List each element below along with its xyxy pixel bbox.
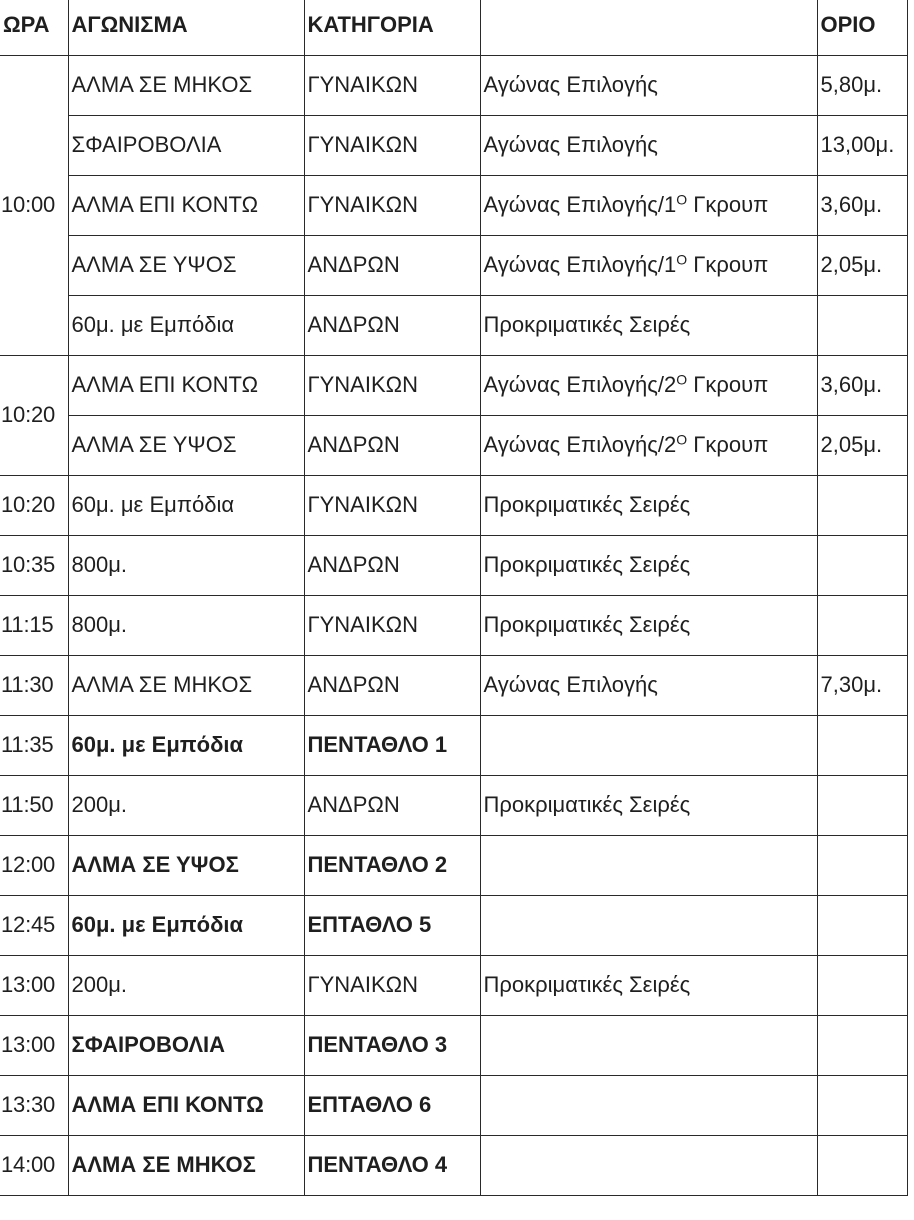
table-row [0, 835, 907, 895]
cell-note [480, 475, 817, 535]
cell-event: ΑΛΜΑ ΣΕ ΜΗΚΟΣ [68, 55, 304, 115]
cell-note [480, 175, 817, 235]
cell-limit [817, 1075, 907, 1135]
table-row [0, 655, 907, 715]
note-text: Αγώνας Επιλογής/1 [483, 191, 677, 217]
cell-category: ΠΕΝΤΑΘΛΟ 4 [304, 1135, 480, 1195]
cell-event: ΑΛΜΑ ΣΕ ΜΗΚΟΣ [68, 1135, 304, 1195]
cell-category: ΠΕΝΤΑΘΛΟ 2 [304, 835, 480, 895]
cell-note [480, 775, 817, 835]
cell-time: 11:30 [0, 655, 68, 715]
cell-category: ΓΥΝΑΙΚΩΝ [304, 115, 480, 175]
table-row [0, 235, 907, 295]
cell-category: ΓΥΝΑΙΚΩΝ [304, 55, 480, 115]
cell-category: ΠΕΝΤΑΘΛΟ 1 [304, 715, 480, 775]
note-text: Προκριματικές Σειρές [483, 791, 691, 817]
cell-time: 10:35 [0, 535, 68, 595]
table-row [0, 895, 907, 955]
cell-time: 12:00 [0, 835, 68, 895]
cell-category: ΑΝΔΡΩΝ [304, 295, 480, 355]
cell-time: 13:30 [0, 1075, 68, 1135]
cell-category: ΑΝΔΡΩΝ [304, 775, 480, 835]
note-text: Προκριματικές Σειρές [483, 971, 691, 997]
cell-time: 11:15 [0, 595, 68, 655]
header-limit: ΟΡΙΟ [817, 0, 907, 55]
table-row [0, 475, 907, 535]
cell-note [480, 1075, 817, 1135]
cell-event: 60μ. με Εμπόδια [68, 295, 304, 355]
table-row [0, 115, 907, 175]
cell-note [480, 55, 817, 115]
note-superscript: Ο [676, 250, 688, 267]
note-superscript: Ο [676, 430, 688, 447]
note-group: Γκρουπ [687, 431, 769, 457]
cell-limit [817, 535, 907, 595]
header-category: ΚΑΤΗΓΟΡΙΑ [304, 0, 480, 55]
table-header-row [0, 0, 907, 55]
cell-event: 200μ. [68, 775, 304, 835]
cell-event: ΑΛΜΑ ΣΕ ΥΨΟΣ [68, 415, 304, 475]
cell-event: ΑΛΜΑ ΕΠΙ ΚΟΝΤΩ [68, 1075, 304, 1135]
cell-time: 12:45 [0, 895, 68, 955]
table-row [0, 775, 907, 835]
cell-event: 800μ. [68, 535, 304, 595]
cell-note [480, 235, 817, 295]
note-superscript: Ο [676, 190, 688, 207]
note-superscript: Ο [676, 370, 688, 387]
note-text: Αγώνας Επιλογής [483, 131, 658, 157]
cell-time: 14:00 [0, 1135, 68, 1195]
cell-event: ΣΦΑΙΡΟΒΟΛΙΑ [68, 115, 304, 175]
cell-category: ΕΠΤΑΘΛΟ 5 [304, 895, 480, 955]
table-row [0, 355, 907, 415]
cell-time: 13:00 [0, 1015, 68, 1075]
cell-limit: 3,60μ. [817, 355, 907, 415]
cell-category: ΓΥΝΑΙΚΩΝ [304, 175, 480, 235]
cell-note [480, 415, 817, 475]
cell-limit: 7,30μ. [817, 655, 907, 715]
cell-note [480, 1135, 817, 1195]
note-text: Αγώνας Επιλογής/1 [483, 251, 677, 277]
table-row [0, 595, 907, 655]
note-text: Αγώνας Επιλογής/2 [483, 431, 677, 457]
cell-category: ΑΝΔΡΩΝ [304, 655, 480, 715]
cell-limit [817, 295, 907, 355]
cell-event: ΑΛΜΑ ΣΕ ΥΨΟΣ [68, 835, 304, 895]
cell-event: ΑΛΜΑ ΣΕ ΜΗΚΟΣ [68, 655, 304, 715]
cell-event: 60μ. με Εμπόδια [68, 715, 304, 775]
cell-limit [817, 595, 907, 655]
cell-event: ΑΛΜΑ ΕΠΙ ΚΟΝΤΩ [68, 355, 304, 415]
cell-category: ΑΝΔΡΩΝ [304, 415, 480, 475]
cell-time: 10:00 [0, 55, 68, 355]
cell-note [480, 1015, 817, 1075]
cell-time: 11:35 [0, 715, 68, 775]
table-row [0, 175, 907, 235]
cell-time: 13:00 [0, 955, 68, 1015]
cell-note [480, 715, 817, 775]
note-text: Προκριματικές Σειρές [483, 611, 691, 637]
note-group: Γκρουπ [687, 371, 769, 397]
cell-limit [817, 1135, 907, 1195]
cell-category: ΓΥΝΑΙΚΩΝ [304, 355, 480, 415]
cell-event: ΣΦΑΙΡΟΒΟΛΙΑ [68, 1015, 304, 1075]
cell-event: 800μ. [68, 595, 304, 655]
cell-limit [817, 775, 907, 835]
cell-note [480, 535, 817, 595]
note-text: Αγώνας Επιλογής/2 [483, 371, 677, 397]
cell-limit [817, 835, 907, 895]
table-row [0, 1135, 907, 1195]
cell-limit [817, 475, 907, 535]
cell-category: ΕΠΤΑΘΛΟ 6 [304, 1075, 480, 1135]
note-text: Προκριματικές Σειρές [483, 491, 691, 517]
cell-time: 10:20 [0, 355, 68, 475]
cell-note [480, 115, 817, 175]
cell-event: ΑΛΜΑ ΕΠΙ ΚΟΝΤΩ [68, 175, 304, 235]
cell-note [480, 355, 817, 415]
note-text: Αγώνας Επιλογής [483, 71, 658, 97]
cell-limit [817, 1015, 907, 1075]
table-row [0, 1075, 907, 1135]
cell-note [480, 835, 817, 895]
cell-limit [817, 715, 907, 775]
cell-limit: 5,80μ. [817, 55, 907, 115]
header-note [480, 0, 817, 55]
note-group: Γκρουπ [687, 251, 769, 277]
cell-limit: 2,05μ. [817, 235, 907, 295]
table-row [0, 415, 907, 475]
table-row [0, 1015, 907, 1075]
cell-note [480, 895, 817, 955]
cell-limit: 13,00μ. [817, 115, 907, 175]
note-text: Προκριματικές Σειρές [483, 551, 691, 577]
table-row [0, 955, 907, 1015]
table-row [0, 715, 907, 775]
table-row [0, 295, 907, 355]
note-text: Αγώνας Επιλογής [483, 671, 658, 697]
cell-event: 60μ. με Εμπόδια [68, 895, 304, 955]
cell-category: ΑΝΔΡΩΝ [304, 535, 480, 595]
cell-note [480, 655, 817, 715]
cell-note [480, 955, 817, 1015]
cell-category: ΓΥΝΑΙΚΩΝ [304, 475, 480, 535]
cell-limit: 3,60μ. [817, 175, 907, 235]
cell-event: 200μ. [68, 955, 304, 1015]
cell-time: 11:50 [0, 775, 68, 835]
note-text: Προκριματικές Σειρές [483, 311, 691, 337]
cell-time: 10:20 [0, 475, 68, 535]
cell-limit: 2,05μ. [817, 415, 907, 475]
cell-note [480, 595, 817, 655]
cell-category: ΠΕΝΤΑΘΛΟ 3 [304, 1015, 480, 1075]
cell-note [480, 295, 817, 355]
cell-category: ΑΝΔΡΩΝ [304, 235, 480, 295]
cell-limit [817, 955, 907, 1015]
cell-event: 60μ. με Εμπόδια [68, 475, 304, 535]
cell-event: ΑΛΜΑ ΣΕ ΥΨΟΣ [68, 235, 304, 295]
note-group: Γκρουπ [687, 191, 769, 217]
schedule-body [0, 55, 907, 1195]
header-event: ΑΓΩΝΙΣΜΑ [68, 0, 304, 55]
cell-limit [817, 895, 907, 955]
header-time: ΩΡΑ [0, 0, 68, 55]
table-row [0, 55, 907, 115]
table-row [0, 535, 907, 595]
cell-category: ΓΥΝΑΙΚΩΝ [304, 595, 480, 655]
cell-category: ΓΥΝΑΙΚΩΝ [304, 955, 480, 1015]
